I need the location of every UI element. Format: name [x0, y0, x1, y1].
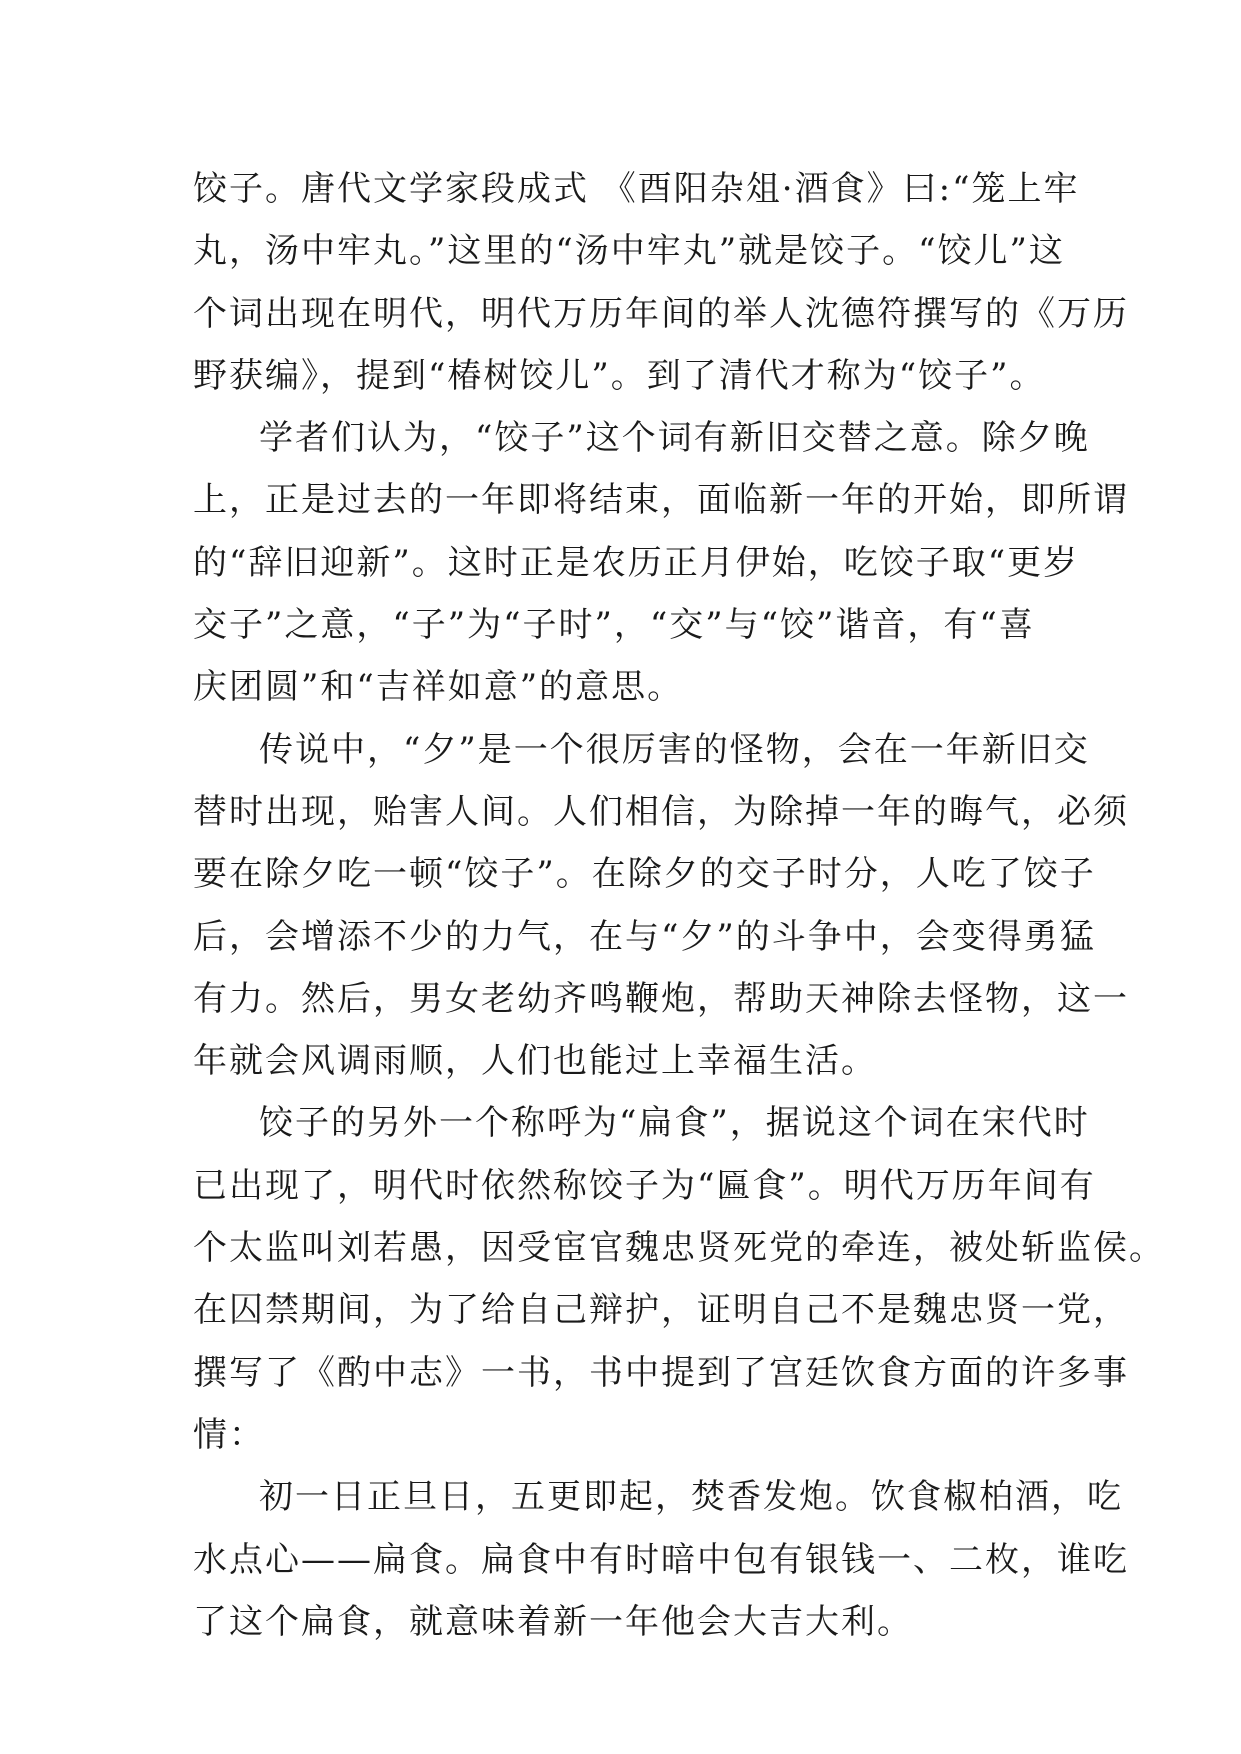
text-line: 替时出现，贻害人间。人们相信，为除掉一年的晦气，必须 — [193, 791, 1129, 832]
text-line: 了这个扁食，就意味着新一年他会大吉大利。 — [193, 1601, 913, 1642]
text-line: 的“辞旧迎新”。这时正是农历正月伊始，吃饺子取“更岁 — [193, 542, 1080, 583]
text-line: 庆团圆”和“吉祥如意”的意思。 — [193, 667, 684, 708]
paragraph — [193, 407, 1129, 718]
text-line: 个词出现在明代，明代万历年间的举人沈德符撰写的《万历 — [193, 293, 1129, 334]
text-line: 交子”之意，“子”为“子时”，“交”与“饺”谐音，有“喜 — [193, 605, 1035, 646]
text-line: 初一日正旦日，五更即起，焚香发炮。饮食椒柏酒，吃 — [259, 1477, 1123, 1518]
text-line: 个太监叫刘若愚，因受宦官魏忠贤死党的牵连，被处斩监侯。 — [193, 1228, 1165, 1269]
text-line: 丸，汤中牢丸。”这里的“汤中牢丸”就是饺子。“饺儿”这 — [193, 231, 1065, 272]
text-line: 饺子。唐代文学家段成式 《酉阳杂俎·酒食》曰:“笼上牢 — [193, 169, 1080, 209]
text-line: 情： — [193, 1414, 265, 1455]
paragraph — [193, 719, 1129, 1093]
text-line: 水点心——扁食。扁食中有时暗中包有银钱一、二枚，谁吃 — [193, 1539, 1129, 1580]
text-line: 有力。然后，男女老幼齐鸣鞭炮，帮助天神除去怪物，这一 — [193, 978, 1129, 1019]
paragraph — [193, 1466, 1129, 1653]
text-line: 学者们认为，“饺子”这个词有新旧交替之意。除夕晚 — [259, 418, 1090, 459]
text-line: 已出现了，明代时依然称饺子为“匾食”。明代万历年间有 — [193, 1165, 1096, 1206]
body-text — [193, 158, 1165, 1653]
text-line: 上，正是过去的一年即将结束，面临新一年的开始，即所谓 — [193, 480, 1129, 521]
paragraph — [193, 1092, 1165, 1466]
text-line: 要在除夕吃一顿“饺子”。在除夕的交子时分，人吃了饺子 — [193, 854, 1096, 895]
text-line: 在囚禁期间，为了给自己辩护，证明自己不是魏忠贤一党， — [193, 1290, 1129, 1331]
text-line: 饺子的另外一个称呼为“扁食”，据说这个词在宋代时 — [259, 1103, 1090, 1144]
text-line: 年就会风调雨顺，人们也能过上幸福生活。 — [193, 1041, 877, 1082]
text-line: 传说中，“夕”是一个很厉害的怪物，会在一年新旧交 — [259, 729, 1090, 770]
text-line: 野获编》，提到“椿树饺儿”。到了清代才称为“饺子”。 — [193, 355, 1046, 396]
text-line: 撰写了《酌中志》一书，书中提到了宫廷饮食方面的许多事 — [193, 1352, 1129, 1393]
text-line: 后，会增添不少的力气，在与“夕”的斗争中，会变得勇猛 — [193, 916, 1096, 957]
paragraph — [193, 158, 1129, 407]
